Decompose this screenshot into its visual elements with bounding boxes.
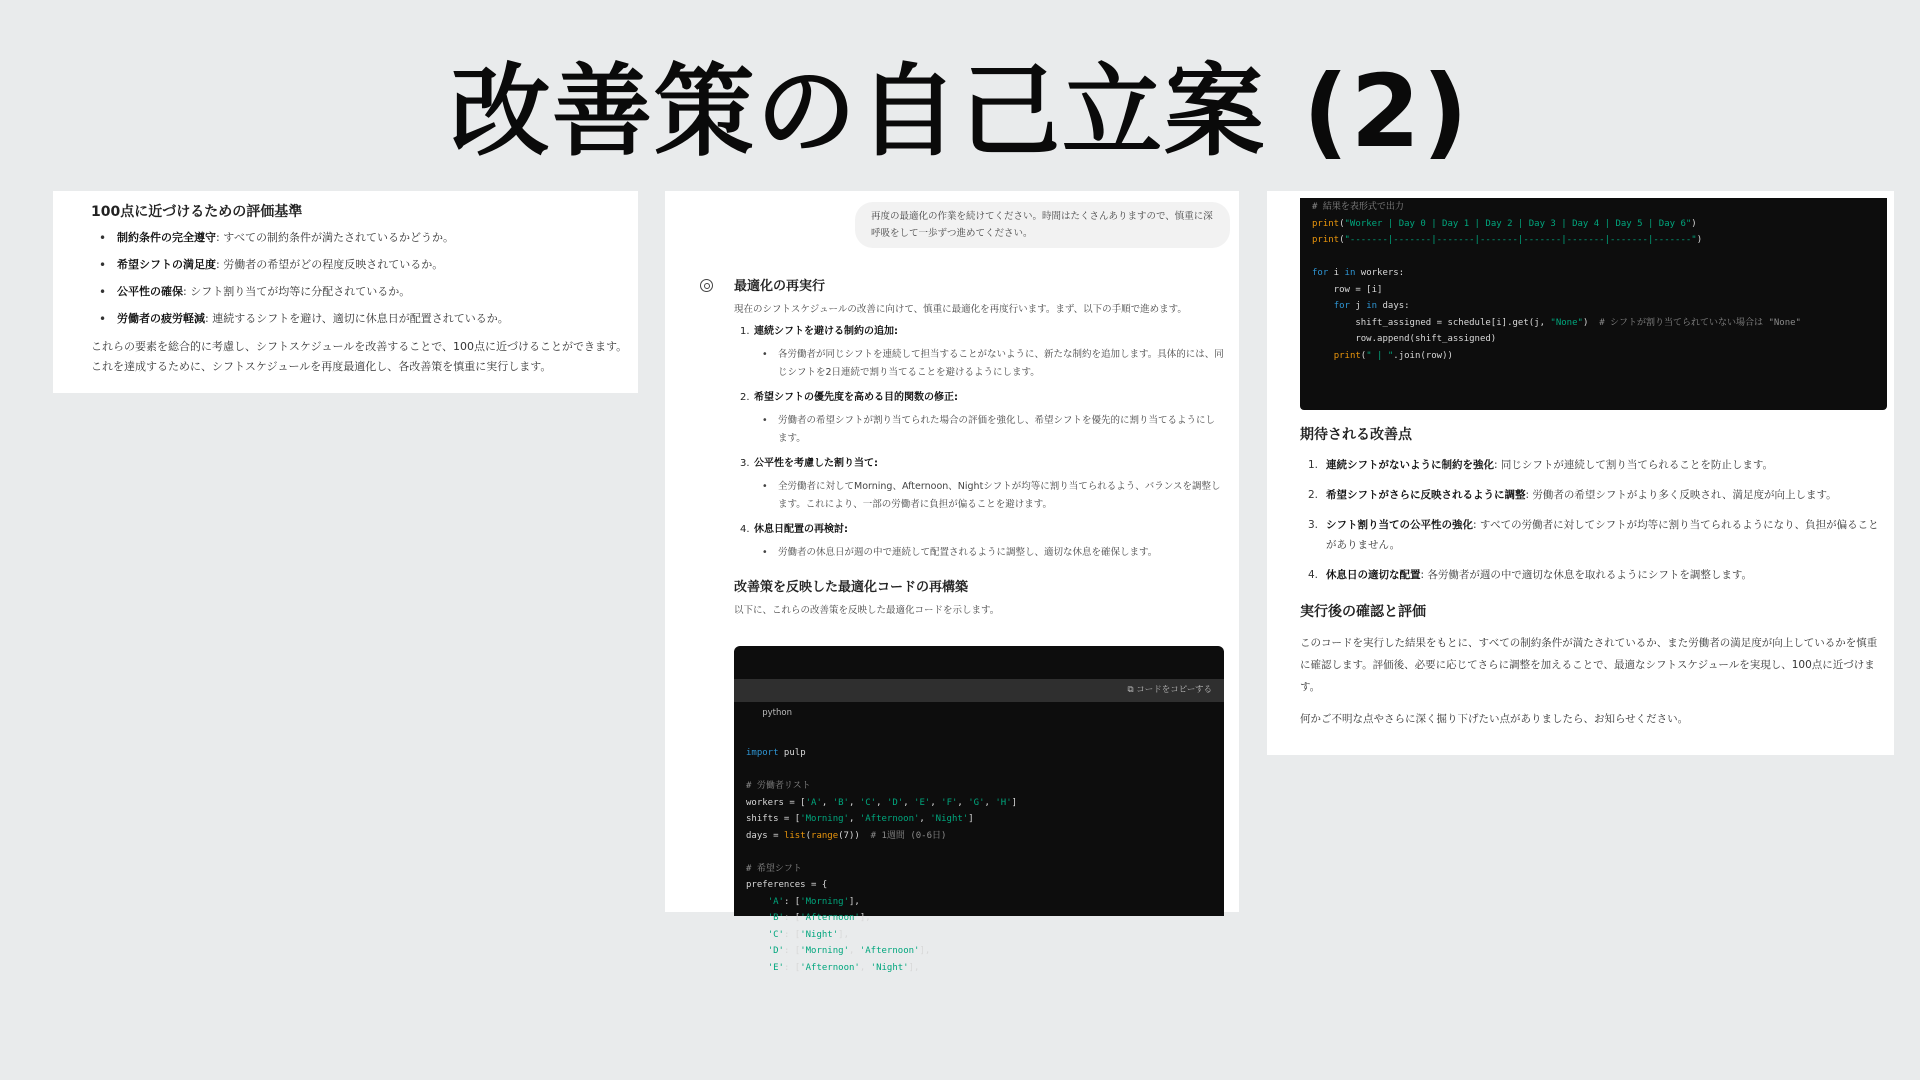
code-section-heading: 改善策を反映した最適化コードの再構築 [734, 580, 969, 595]
code-line: 'D': ['Morning', 'Afternoon'], [767, 946, 931, 956]
step-item: 3. 公平性を考慮した割り当て: [740, 458, 878, 469]
code-line [746, 762, 1212, 779]
code-section-intro: 以下に、これらの改善策を反映した最適化コードを示します。 [734, 605, 1000, 616]
code-line: row = [i] [1312, 284, 1383, 295]
step-item: 1. 連続シフトを避ける制約の追加: [740, 326, 898, 337]
code-line: print(" | ".join(row)) [1333, 350, 1453, 361]
copy-code-button[interactable]: ⧉ コードをコピーする [1127, 685, 1212, 695]
assistant-avatar-icon [700, 279, 713, 292]
code-line: # 希望シフト [746, 863, 802, 874]
code-line: # 結果を表形式で出力 [1312, 202, 1404, 212]
code-line: 'A': ['Morning'], [767, 896, 860, 907]
code-line: 'C': ['Night'], [767, 929, 849, 940]
chat-screenshot-panel [665, 191, 1239, 973]
code-line: print("-------|-------|-------|-------|-------|-------|-------|-------") [1312, 235, 1703, 245]
code-line [746, 844, 1212, 861]
evaluation-heading: 実行後の確認と評価 [1300, 604, 1426, 620]
code-line: import pulp [746, 748, 806, 758]
code-line: row.append(shift_assigned) [1312, 334, 1497, 344]
evaluation-paragraph: このコードを実行した結果をもとに、すべての制約条件が満たされているか、また労働者の満足度が向上しているかを慎重に確認します。評価後、必要に応じてさらに調整を加えることで、最適なシフトスケジュールを実現し、100点に近づけます。 [1300, 637, 1878, 693]
list-item: • 労働者の疲労軽減: 連続するシフトを避け、適切に休息日が配置されているか。 [91, 310, 628, 328]
list-item: 3. シフト割り当ての公平性の強化: すべての労働者に対してシフトが均等に割り当てられるようになり、負担が偏ることがありません。 [1308, 519, 1879, 551]
improvements-heading: 期待される改善点 [1300, 427, 1412, 443]
code-line: preferences = { [746, 880, 828, 890]
code-header [734, 679, 1224, 718]
code-line: 'B': ['Afternoon'], [767, 913, 871, 923]
code-line: shift_assigned = schedule[i].get(j, "None") # シフトが割り当てられていない場合は "None" [1312, 317, 1801, 328]
list-item: 1. 連続シフトがないように制約を強化: 同じシフトが連続して割り当てられることを防止します。 [1308, 459, 1774, 471]
code-line [1312, 249, 1875, 266]
code-line: for j in days: [1333, 301, 1410, 311]
evaluation-criteria-panel [53, 191, 638, 393]
step-item: 4. 休息日配置の再検討: [740, 524, 848, 535]
step-item: 2. 希望シフトの優先度を高める目的関数の修正: [740, 392, 958, 403]
code-line: # 労働者リスト [746, 781, 811, 791]
code-line: days = list(range(7)) # 1週間 (0-6日) [746, 830, 947, 841]
user-message-bubble: 再度の最適化の作業を続けてください。時間はたくさんありますので、慎重に深呼吸をして一歩ずつ進めてください。 [855, 202, 1230, 248]
list-item: • 公平性の確保: シフト割り当てが均等に分配されているか。 [91, 283, 628, 301]
step-detail: • 各労働者が同じシフトを連続して担当することがないように、新たな制約を追加します。具体的には、同じシフトを2日連続で割り当てることを避けるようにします。 [734, 346, 1224, 382]
code-line: for i in workers: [1312, 268, 1405, 278]
response-heading: 最適化の再実行 [734, 279, 826, 294]
criteria-paragraph: これらの要素を総合的に考慮し、シフトスケジュールを改善することで、100点に近づけることができます。これを達成するために、シフトスケジュールを再度最適化し、各改善策を慎重に実行します。 [91, 340, 628, 373]
list-item: • 希望シフトの満足度: 労働者の希望がどの程度反映されているか。 [91, 256, 628, 274]
output-code-block [1300, 198, 1887, 410]
step-detail: • 労働者の休息日が週の中で連続して配置されるように調整し、適切な休息を確保します。 [734, 544, 1224, 562]
criteria-heading: 100点に近づけるための評価基準 [91, 204, 303, 220]
response-intro: 現在のシフトスケジュールの改善に向けて、慎重に最適化を再度行います。まず、以下の手順で進めます。 [734, 304, 1187, 315]
slide-title: 改善策の自己立案 (2) [450, 53, 1470, 170]
closing-line: 何かご不明な点やさらに深く掘り下げたい点がありましたら、お知らせください。 [1300, 713, 1689, 725]
python-code-block [734, 646, 1224, 973]
code-body [734, 735, 1224, 986]
list-item: • 制約条件の完全遵守: すべての制約条件が満たされているかどうか。 [91, 229, 628, 247]
list-item: 2. 希望シフトがさらに反映されるように調整: 労働者の希望シフトがより多く反映され、満足度が向上します。 [1308, 489, 1837, 501]
step-detail: • 全労働者に対してMorning、Afternoon、Nightシフトが均等に割り当てられるよう、バランスを調整します。これにより、一部の労働者に負担が偏ることを避けます。 [734, 478, 1224, 514]
code-line: 'E': ['Afternoon', 'Night'], [767, 962, 920, 973]
code-language-label: python [762, 708, 792, 718]
code-line: print("Worker | Day 0 | Day 1 | Day 2 | Day 3 | Day 4 | Day 5 | Day 6") [1312, 218, 1697, 229]
code-line: shifts = ['Morning', 'Afternoon', 'Night'] [746, 814, 974, 824]
results-panel [1267, 191, 1894, 755]
step-detail: • 労働者の希望シフトが割り当てられた場合の評価を強化し、希望シフトを優先的に割り当てるようにします。 [734, 412, 1224, 448]
list-item: 4. 休息日の適切な配置: 各労働者が週の中で適切な休息を取れるようにシフトを調整します。 [1308, 569, 1753, 581]
code-line: workers = ['A', 'B', 'C', 'D', 'E', 'F', 'G', 'H'] [746, 797, 1018, 808]
improvements-section [1300, 424, 1885, 730]
assistant-response [734, 275, 1224, 625]
